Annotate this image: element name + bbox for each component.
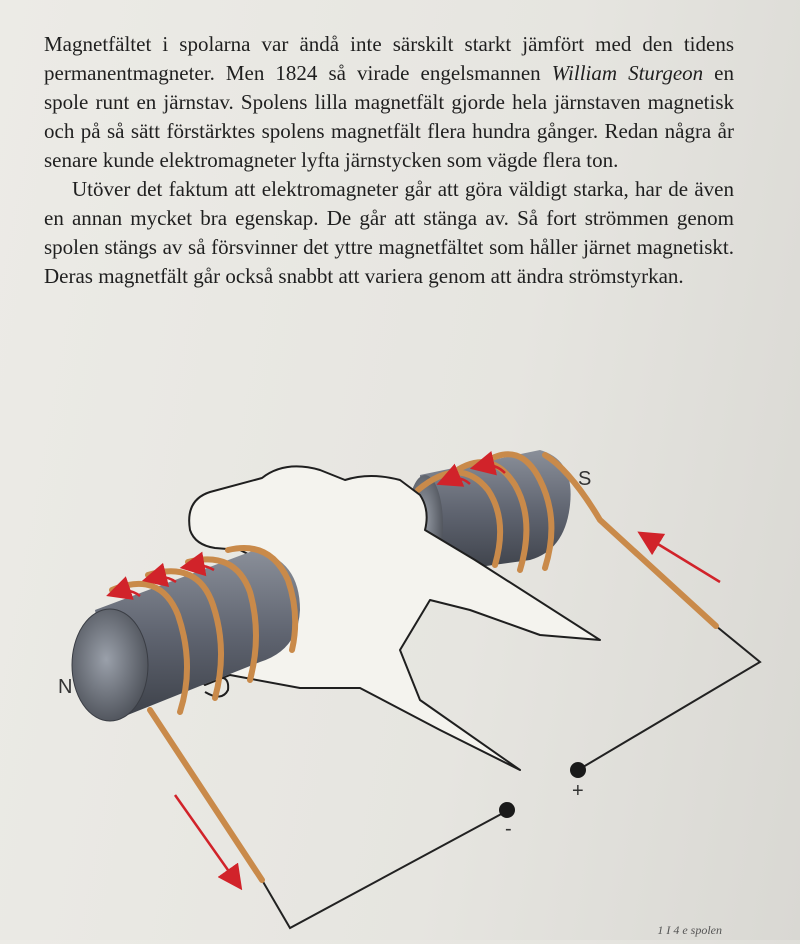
electromagnet-illustration — [0, 400, 800, 940]
body-text — [44, 30, 734, 291]
paragraph-1-start: Magnetfältet i spolarna var ändå inte särskilt starkt jämfört med den tidens permanentmagneter. Men 1824 så virade engelsmannen — [44, 32, 734, 85]
wire-minus — [262, 812, 505, 928]
person-name: William Sturgeon — [551, 61, 704, 85]
paragraph-2: Utöver det faktum att elektromagneter går att göra väldigt starka, har de även en annan mycket bra egenskap. De går att stänga av. Så fort strömmen genom spolen stängs av så försvinner det yttre magnetfältet som håller järnet magnetiskt. Deras magnetfält går också snabbt att variera genom att ändra strömstyrkan. — [44, 177, 734, 288]
plus-terminal — [570, 762, 586, 778]
plus-label: + — [572, 780, 584, 802]
electromagnet-svg — [0, 400, 800, 940]
paragraph-1 — [44, 30, 734, 175]
minus-label: - — [505, 818, 512, 840]
wire-plus — [578, 626, 760, 770]
current-arrow-minus — [175, 795, 235, 880]
south-label: S — [578, 468, 592, 490]
north-label: N — [58, 676, 73, 698]
paragraph-1-end: en spole runt en järnstav. Spolens lilla magnetfält gjorde hela järnstaven magnetisk och på så sätt förstärktes spolens magnetfält flera hundra gånger. Redan några år senare kunde elektromagneter lyfta järnstycken som vägde flera ton. — [44, 61, 735, 172]
minus-terminal — [499, 802, 515, 818]
caption-fragment: 1 I 4 e spolen — [657, 923, 722, 937]
